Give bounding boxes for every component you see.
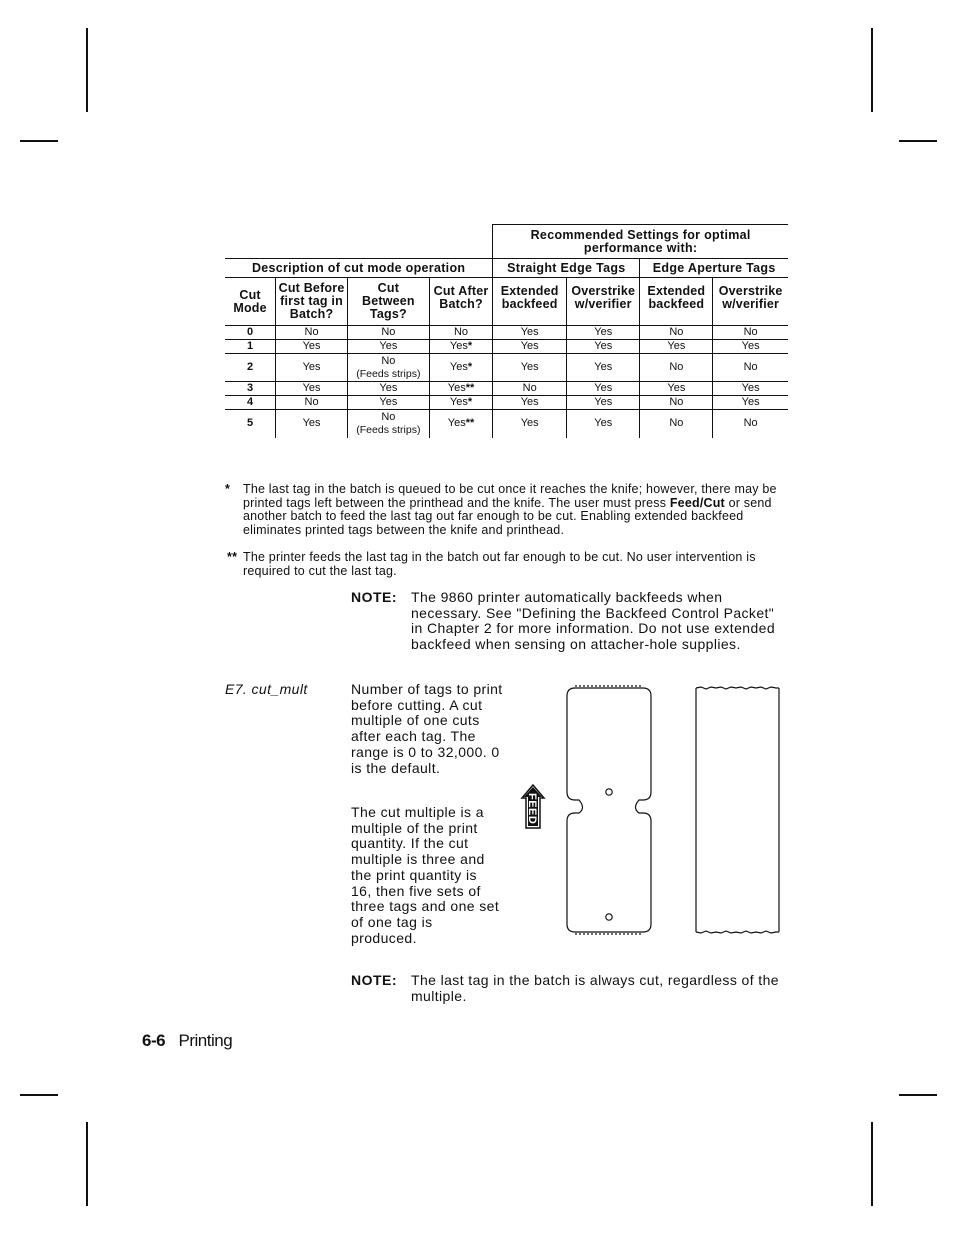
cell: Yes* (429, 354, 493, 382)
tag-supply-figure (515, 680, 785, 942)
cell: Yes (276, 382, 348, 396)
footnote-reference: ** (465, 382, 475, 394)
crop-mark (899, 140, 937, 142)
footnote-marker: ** (227, 550, 238, 564)
cell: No (276, 396, 348, 410)
col-header: Overstrike w/verifier (567, 278, 640, 326)
cell: Yes* (429, 340, 493, 354)
crop-mark (20, 140, 58, 142)
cut-mode-table (225, 224, 788, 438)
table-row (225, 382, 788, 396)
cell: No (713, 326, 788, 340)
footnote-text (243, 483, 780, 537)
cell: Yes (567, 382, 640, 396)
footnote-text-part: The last tag in the batch is queued to be cut once it reaches the knife; however, there may be printed tags left between the printhead and the knife. The user must press (243, 482, 777, 510)
cell: Yes (567, 396, 640, 410)
note-label: NOTE: (351, 972, 398, 988)
cell: Yes (276, 410, 348, 438)
note-text: The last tag in the batch is always cut, regardless of the multiple. (411, 972, 779, 1004)
feed-label: FEED (526, 793, 538, 825)
crop-mark (871, 1122, 873, 1206)
cell-value: No (381, 410, 396, 423)
cell: Yes (493, 340, 567, 354)
cell (347, 354, 429, 382)
cell: Yes (347, 382, 429, 396)
cell: No (640, 354, 713, 382)
cell: Yes (276, 354, 348, 382)
page-footer (142, 1031, 232, 1051)
footnote-text: The printer feeds the last tag in the batch out far enough to be cut. No user intervention is required to cut the last tag. (243, 550, 756, 578)
cell: Yes (493, 410, 567, 438)
cell: No (493, 382, 567, 396)
cell: Yes* (429, 396, 493, 410)
option-description: The cut multiple is a multiple of the print quantity. If the cut multiple is three and the print quantity is 16, then five sets of three tags and one set of one tag is produced. (351, 804, 500, 946)
cell: No (429, 326, 493, 340)
table-row (225, 410, 788, 438)
option-term: E7. cut_mult (225, 681, 308, 697)
footnote-reference: * (467, 396, 473, 408)
footnote-star (225, 483, 780, 537)
straight-edge-header: Straight Edge Tags (493, 259, 640, 278)
cell: 2 (225, 354, 276, 382)
table-row (225, 354, 788, 382)
cell: 4 (225, 396, 276, 410)
cell: Yes (640, 382, 713, 396)
cell: 0 (225, 326, 276, 340)
cell: Yes** (429, 410, 493, 438)
feeds-strips-note: (Feeds strips) (356, 423, 421, 436)
footnote-reference: * (467, 340, 473, 352)
table-row (225, 340, 788, 354)
cell: Yes (713, 396, 788, 410)
cell: No (276, 326, 348, 340)
col-header: Cut Before first tag in Batch? (276, 278, 348, 326)
footnote-text-part: or send another batch to feed the last tag out far enough to be cut. Enabling extended backfeed eliminates printed tags between the knife and printhead. (243, 495, 772, 537)
col-header: Extended backfeed (640, 278, 713, 326)
cell: Yes (347, 340, 429, 354)
note-label: NOTE: (351, 589, 398, 605)
cell (347, 410, 429, 438)
col-header: Cut Between Tags? (347, 278, 429, 326)
crop-mark (20, 1094, 58, 1096)
table-row (225, 396, 788, 410)
edge-aperture-header: Edge Aperture Tags (640, 259, 788, 278)
crop-mark (899, 1094, 937, 1096)
cell: Yes (347, 396, 429, 410)
cell: 3 (225, 382, 276, 396)
cell-value: No (381, 354, 396, 367)
note-text: The 9860 printer automatically backfeeds when necessary. See "Defining the Backfeed Control Packet" in Chapter 2 for more information. Do not use extended backfeed when sensing on attacher-hole supplies. (411, 589, 776, 653)
cell: Yes (276, 340, 348, 354)
col-header: Overstrike w/verifier (713, 278, 788, 326)
cell: Yes (567, 410, 640, 438)
cell: Yes** (429, 382, 493, 396)
cell: Yes (567, 354, 640, 382)
cell: Yes (567, 326, 640, 340)
col-header: Cut After Batch? (429, 278, 493, 326)
recommended-settings-header: Recommended Settings for optimal performance with: (493, 225, 788, 259)
cell: No (640, 396, 713, 410)
cell: Yes (493, 354, 567, 382)
edge-aperture-tag-strip (567, 686, 651, 934)
footnote-marker: * (225, 482, 231, 496)
option-description: Number of tags to print before cutting. A cut multiple of one cuts after each tag. The range is 0 to 32,000. 0 is the default. (351, 681, 503, 776)
crop-mark (871, 28, 873, 112)
cell: Yes (713, 340, 788, 354)
cell: Yes (493, 396, 567, 410)
cell: 1 (225, 340, 276, 354)
table-blank-corner (225, 225, 493, 259)
straight-edge-tag-strip (696, 687, 779, 933)
footnote-reference: ** (465, 417, 475, 430)
cell: No (640, 410, 713, 438)
cell: 5 (247, 417, 254, 430)
table-row (225, 326, 788, 340)
cell: No (713, 410, 788, 438)
cell: No (347, 326, 429, 340)
crop-mark (86, 1122, 88, 1206)
footnote-reference: * (467, 361, 473, 373)
crop-mark (86, 28, 88, 112)
description-header: Description of cut mode operation (225, 259, 493, 278)
col-header: Cut Mode (225, 278, 276, 326)
footnote-double-star (227, 551, 787, 578)
cell: Yes (640, 340, 713, 354)
cell: Yes (567, 340, 640, 354)
cell: No (713, 354, 788, 382)
page-number: 6-6 (142, 1031, 166, 1050)
feed-cut-key: Feed/Cut (669, 495, 725, 510)
section-title: Printing (178, 1031, 233, 1050)
cell: Yes (493, 326, 567, 340)
cell: No (640, 326, 713, 340)
col-header: Extended backfeed (493, 278, 567, 326)
cell: Yes (713, 382, 788, 396)
feeds-strips-note: (Feeds strips) (356, 367, 421, 380)
